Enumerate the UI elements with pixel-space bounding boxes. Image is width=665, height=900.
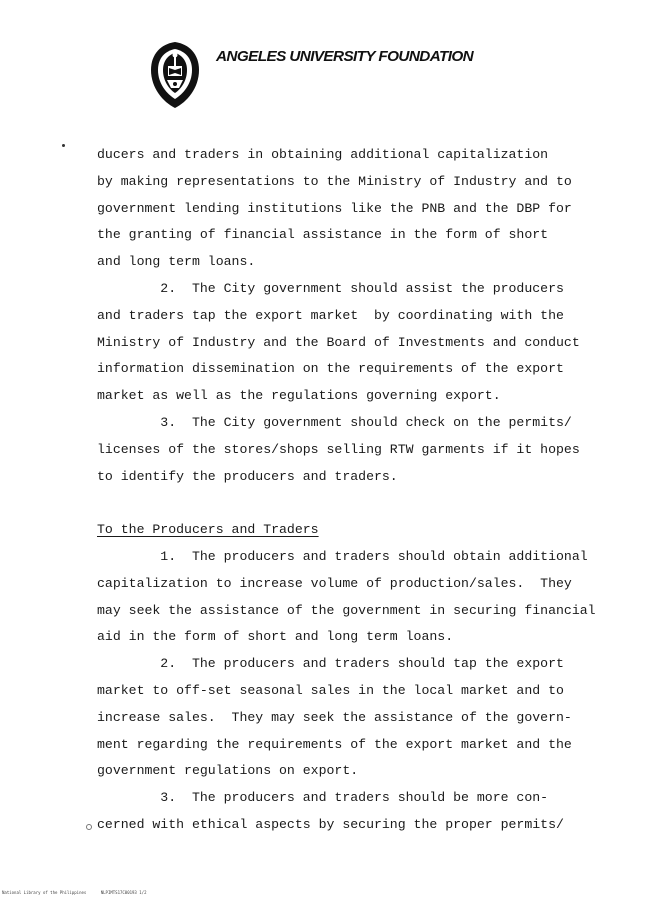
footer-library: National Library of the Philippines <box>2 890 87 895</box>
section-heading: To the Producers and Traders <box>97 522 319 538</box>
text-line: 2. The City government should assist the producers <box>97 280 564 296</box>
text-line: to identify the producers and traders. <box>97 468 398 484</box>
university-seal-icon <box>149 40 201 110</box>
body-text <box>97 142 617 839</box>
text-line: ducers and traders in obtaining additional capitalization <box>97 147 549 162</box>
text-line: 2. The producers and traders should tap the export <box>97 656 564 672</box>
blank-line <box>97 490 617 517</box>
margin-circle <box>86 824 92 830</box>
text-line: may seek the assistance of the government in securing financial <box>97 602 596 618</box>
header-title: ANGELES UNIVERSITY FOUNDATION <box>216 48 474 65</box>
text-line: and long term loans. <box>97 254 256 270</box>
text-line: 1. The producers and traders should obtain additional <box>97 548 588 564</box>
text-line: market to off-set seasonal sales in the local market and to <box>97 682 564 698</box>
text-line: 3. The producers and traders should be more con- <box>97 790 549 806</box>
text-line: ment regarding the requirements of the export market and the <box>97 736 572 752</box>
text-line: information dissemination on the requirements of the export <box>97 361 564 377</box>
text-line: and traders tap the export market by coordinating with the <box>97 307 564 323</box>
text-line: cerned with ethical aspects by securing the proper permits/ <box>97 816 564 832</box>
text-line: Ministry of Industry and the Board of Investments and conduct <box>97 334 580 350</box>
text-line: government lending institutions like the PNB and the DBP for <box>97 200 572 216</box>
text-line: 3. The City government should check on the permits/ <box>97 414 572 430</box>
text-line: licenses of the stores/shops selling RTW garments if it hopes <box>97 441 580 457</box>
text-line: capitalization to increase volume of production/sales. They <box>97 575 572 591</box>
text-line: the granting of financial assistance in the form of short <box>97 227 549 243</box>
footer <box>2 890 158 895</box>
text-line: by making representations to the Ministry of Industry and to <box>97 173 572 189</box>
text-line: increase sales. They may seek the assistance of the govern- <box>97 709 572 725</box>
margin-dot <box>62 144 65 147</box>
text-line: government regulations on export. <box>97 763 359 779</box>
text-line: market as well as the regulations governing export. <box>97 388 501 404</box>
text-line: aid in the form of short and long term loans. <box>97 629 454 645</box>
footer-code: NLPIMTS17C00193 1/2 <box>100 890 147 895</box>
